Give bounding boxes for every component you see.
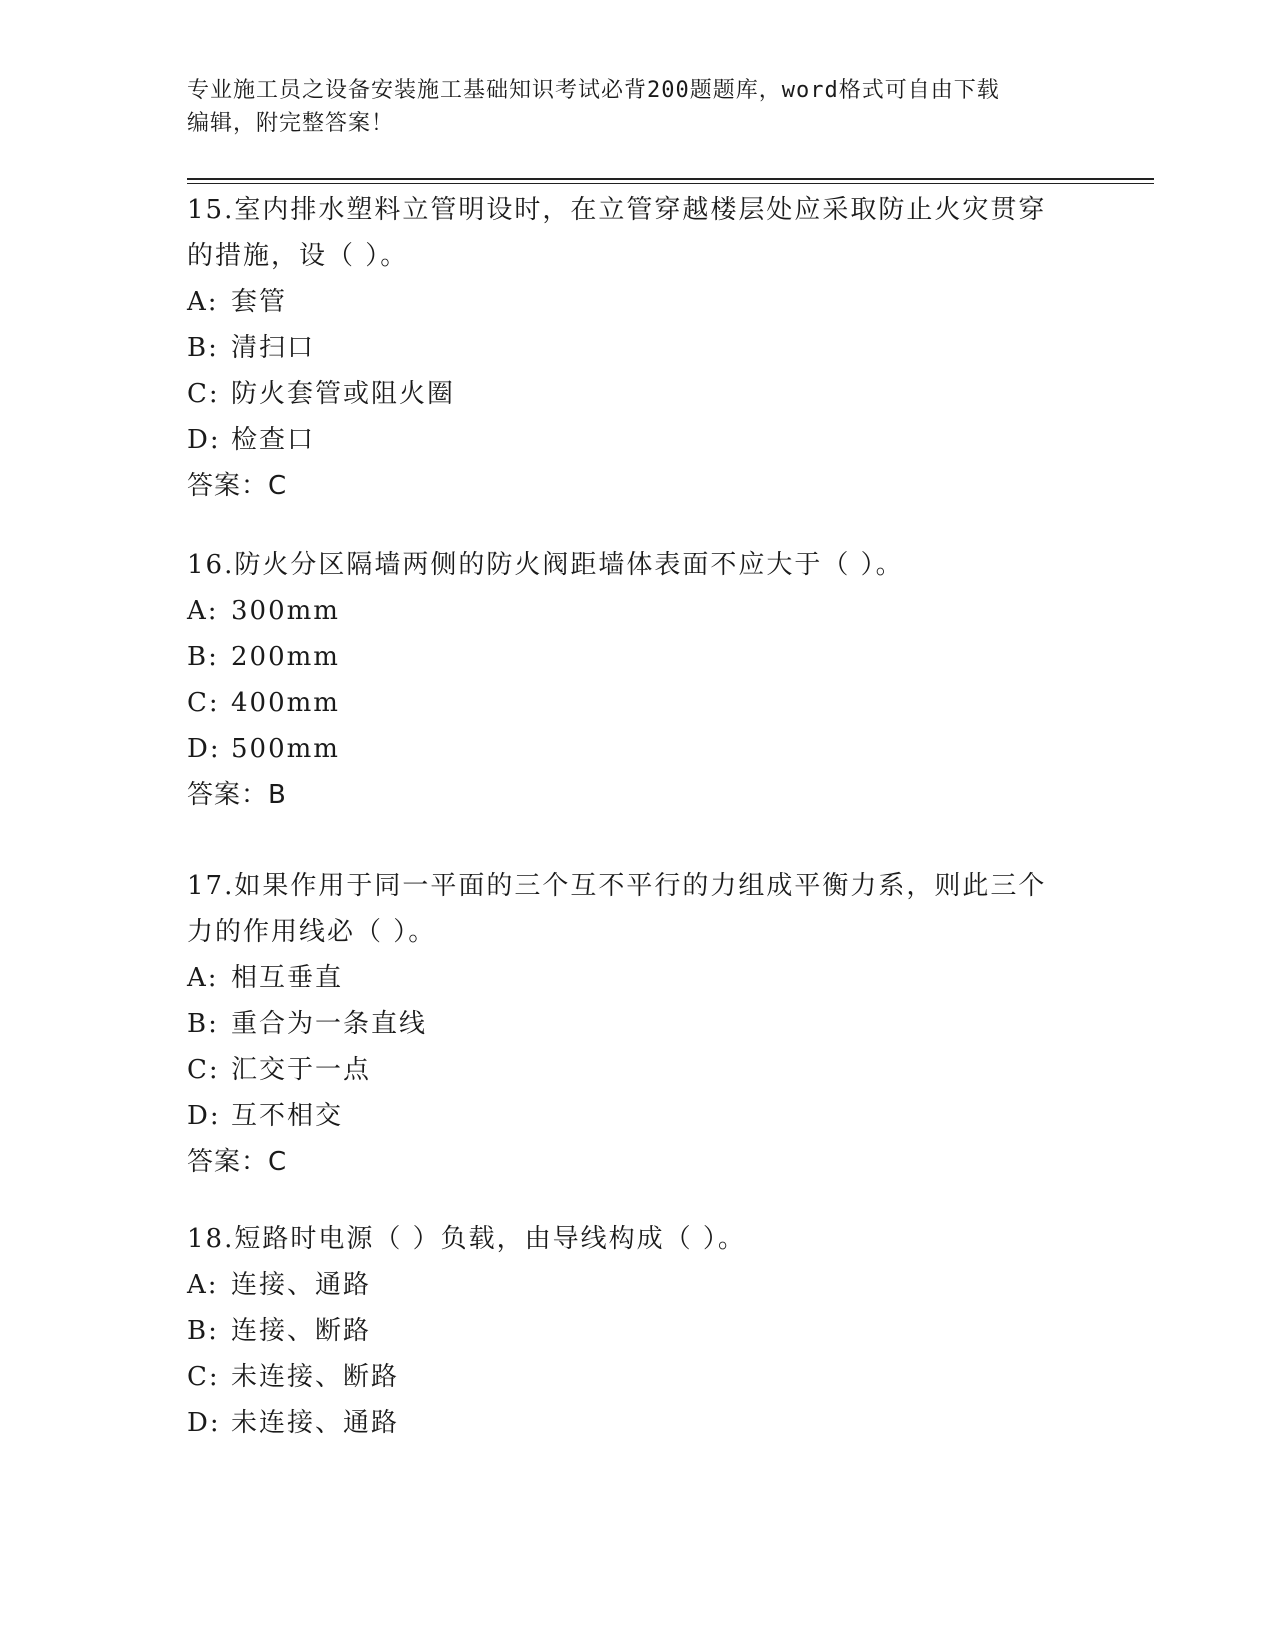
option-d (187, 1400, 1087, 1446)
option-letter: D: (187, 734, 221, 764)
question-stem-line-2: 的措施，设（ ）。 (187, 241, 409, 271)
option-b (187, 1308, 1087, 1354)
option-text: 200mm (231, 642, 340, 672)
option-letter: A: (187, 963, 219, 993)
option-letter: C: (187, 688, 220, 718)
answer-line: 答案：B (187, 780, 287, 810)
option-c (187, 1047, 1087, 1093)
answer-line: 答案：C (187, 1147, 288, 1177)
question-17 (187, 863, 1087, 1185)
option-letter: B: (187, 642, 219, 672)
option-text: 套管 (231, 287, 288, 317)
header-divider-thick (187, 178, 1154, 180)
question-15 (187, 187, 1087, 509)
question-number: 16. (187, 550, 235, 580)
option-c (187, 680, 1087, 726)
question-18 (187, 1216, 1087, 1446)
option-a (187, 1262, 1087, 1308)
option-b (187, 1001, 1087, 1047)
question-stem-line-1: 15.室内排水塑料立管明设时，在立管穿越楼层处应采取防止火灾贯穿 (187, 195, 1047, 225)
option-text: 连接、通路 (231, 1270, 372, 1300)
option-letter: B: (187, 333, 219, 363)
option-letter: C: (187, 1055, 220, 1085)
question-number: 17. (187, 871, 235, 901)
option-letter: D: (187, 1408, 221, 1438)
question-stem-line-2: 力的作用线必（ ）。 (187, 917, 437, 947)
option-text: 相互垂直 (231, 963, 344, 993)
option-letter: A: (187, 596, 219, 626)
option-text: 未连接、断路 (231, 1362, 400, 1392)
option-d (187, 726, 1087, 772)
option-d (187, 417, 1087, 463)
header-title-line-2: 编辑，附完整答案！ (187, 111, 395, 136)
question-stem-line-1: 18.短路时电源（ ）负载，由导线构成（ ）。 (187, 1224, 746, 1254)
header-divider-thin (187, 183, 1154, 184)
question-stem-line-1: 16.防火分区隔墙两侧的防火阀距墙体表面不应大于（ ）。 (187, 550, 904, 580)
option-text: 互不相交 (231, 1101, 344, 1131)
option-text: 300mm (231, 596, 340, 626)
header-title-line-1: 专业施工员之设备安装施工基础知识考试必背200题题库，word格式可自由下载 (187, 78, 1000, 103)
answer-line: 答案：C (187, 471, 288, 501)
option-a (187, 279, 1087, 325)
option-a (187, 955, 1087, 1001)
option-text: 汇交于一点 (231, 1055, 372, 1085)
option-letter: B: (187, 1316, 219, 1346)
question-stem-line-1: 17.如果作用于同一平面的三个互不平行的力组成平衡力系，则此三个 (187, 871, 1047, 901)
option-text: 清扫口 (231, 333, 316, 363)
option-b (187, 325, 1087, 371)
option-text: 未连接、通路 (231, 1408, 400, 1438)
option-c (187, 1354, 1087, 1400)
option-a (187, 588, 1087, 634)
question-number: 15. (187, 195, 235, 225)
option-letter: C: (187, 1362, 220, 1392)
option-letter: A: (187, 1270, 219, 1300)
option-letter: D: (187, 425, 221, 455)
option-letter: B: (187, 1009, 219, 1039)
option-letter: C: (187, 379, 220, 409)
option-d (187, 1093, 1087, 1139)
option-text: 400mm (231, 688, 340, 718)
option-text: 500mm (231, 734, 340, 764)
document-header (187, 74, 1067, 140)
option-text: 连接、断路 (231, 1316, 372, 1346)
option-c (187, 371, 1087, 417)
option-text: 检查口 (231, 425, 316, 455)
question-number: 18. (187, 1224, 235, 1254)
option-letter: D: (187, 1101, 221, 1131)
option-text: 防火套管或阻火圈 (231, 379, 456, 409)
option-b (187, 634, 1087, 680)
option-text: 重合为一条直线 (231, 1009, 428, 1039)
question-16 (187, 542, 1087, 818)
option-letter: A: (187, 287, 219, 317)
